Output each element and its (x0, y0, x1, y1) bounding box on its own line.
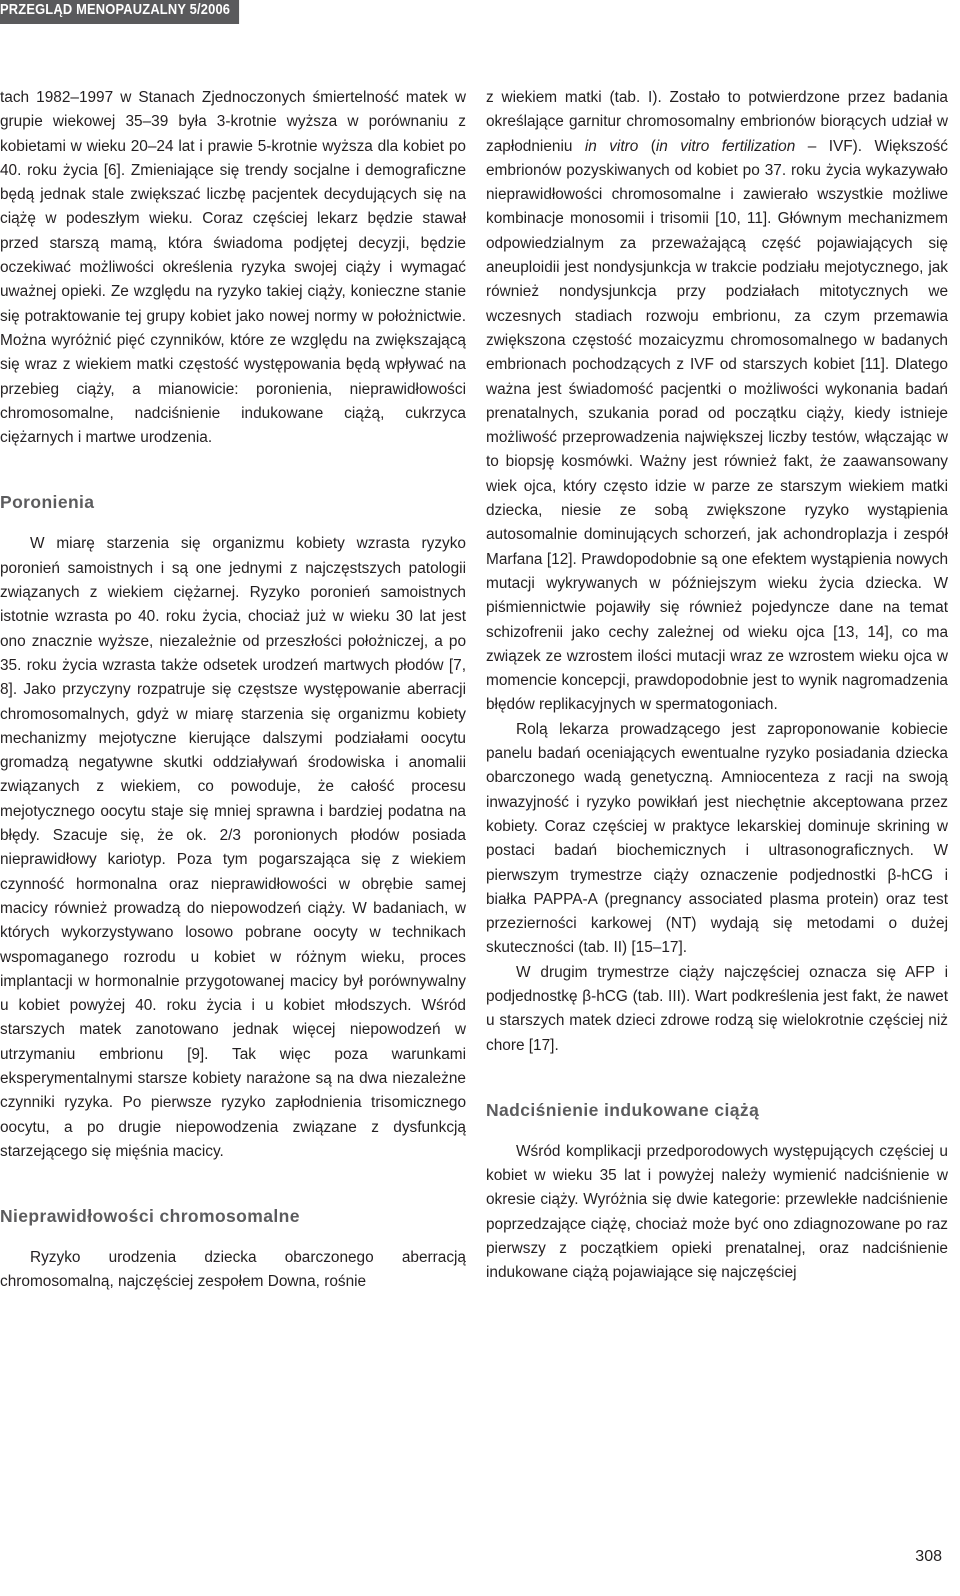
spacer (0, 1164, 466, 1204)
text-run: – IVF). Większość embrionów pozyskiwanych od kobiet po 37. roku życia wykazywało nieprawidłowości chromosomalne i zawierało wszystkie możliwe kombinacje monosomii i trisomii [10, 11]. Głównym mechanizmem odpowiedzialnym za przeważającą część pojawiających się aneuploidii jest nondysjunkcja w trakcie podziału mejotycznego, jak również nondysjunkcja przy podziałach mitotycznych we wczesnych stadiach rozwoju embrionu, za czym przemawia zwiększona częstość mozaicyzmu chromosomalnego w badanych embrionach pochodzących z IVF od starszych kobiet [11]. Dlatego ważna jest świadomość pacjentki o możliwości wykonania badań prenatalnych, szukania porad od początku ciąży, kiedy istnieje możliwość przeprowadzenia największej liczby testów, włączając w to biopsję kosmówki. Ważny jest również fakt, że zaawansowany wiek ojca, który często idzie w parze ze starszym wiekiem matki dziecka, niesie ze sobą zwiększone ryzyko wystąpienia autosomalnie dominujących schorzeń, jak achondroplazja i zespół Marfana [12]. Prawdopodobnie są one efektem wystąpienia nowych mutacji wykrywanych w późniejszym wieku życia dziecka. W piśmiennictwie pojawiły się również pojedyncze dane na temat schizofrenii jako cechy zależnej od wieku ojca [13, 14], co ma związek ze wzrostem ilości mutacji wraz ze wzrostem wieku ojca w momencie koncepcji, prawdopodobnie jest to wynik nagromadzenia błędów replikacyjnych w spermatogoniach. (486, 137, 948, 714)
paragraph-chromosomalne-start: Ryzyko urodzenia dziecka obarczonego aberracją chromosomalną, najczęściej zespołem Downa, rośnie (0, 1249, 466, 1291)
text-run: z wiekiem matki (tab. I). Zostało to potwierdzone przez badania określające garnitur chromosomalny embrionów biorących udział w zapłodnieniu (486, 89, 948, 155)
paragraph-second-trimester: W drugim trymestrze ciąży najczęściej oznacza się AFP i podjednostkę β-hCG (tab. III). Wart podkreślenia jest fakt, że nawet u starszych matek dzieci zdrowe rodzą się wielokrotnie częściej niż chore [17]. (486, 963, 948, 1054)
spacer (486, 1122, 948, 1140)
paragraph-poronienia: W miarę starzenia się organizmu kobiety wzrasta ryzyko poronień samoistnych i są one jednymi z najczęstszych patologii związanych z wiekiem ciężarnej. Ryzyko poronień samoistnych istotnie wzrasta po 40. roku życia, chociaż już w wieku 30 lat jest ono znacznie wyższe, niezależnie od przeszłości położniczej, a po 35. roku życia wzrasta także odsetek urodzeń martwych płodów [7, 8]. Jako przyczyny rozpatruje się częstsze występowanie aberracji chromosomalnych, gdyż w miarę starzenia się organizmu kobiety mechanizmy mejotyczne kierujące dalszymi podziałami oocytu gromadzą negatywne skutki oddziaływań środowiska i anomalii związanych z wiekiem, co powoduje, że całość procesu mejotycznego oocytu staje się mniej sprawna i bardziej podatna na błędy. Szacuje się, że ok. 2/3 poronionych płodów posiada nieprawidłowy kariotyp. Poza tym pogarszająca się z wiekiem czynność hormonalna oraz nieprawidłowości w obrębie samej macicy również prowadzą do niepowodzeń ciąży. W badaniach, w których wykorzystywano losowo pobrane oocyty w technikach wspomaganego rozrodu u kobiet w różnym wieku, proces implantacji w hormonalnie przygotowanej macicy był porównywalny u kobiet powyżej 40. roku życia i u kobiet młodszych. Wśród starszych matek zanotowano jednak więcej niepowodzeń w utrzymaniu embrionu [9]. Tak więc poza warunkami eksperymentalnymi starsze kobiety narażone są na dwa niezależne czynniki ryzyka. Po pierwsze ryzyko zapłodnienia trisomicznego oocytu, a po drugie niepowodzenia związane z dysfunkcją starzejącego się mięśnia macicy. (0, 535, 466, 1160)
paragraph-chromosomalne-cont (486, 86, 948, 718)
page-number: 308 (915, 1548, 942, 1565)
paragraph-nadcisnienie: Wśród komplikacji przedporodowych występujących częściej u kobiet w wieku 35 lat i powyżej należy wymienić nadciśnienie w okresie ciąży. Wyróżnia się dwie kategorie: przewlekłe nadciśnienie poprzedzające ciążę, chociaż może być ono zdiagnozowane po raz pierwszy z początkiem opieki prenatalnej, oraz nadciśnienie indukowane ciążą pojawiające się najczęściej (486, 1142, 948, 1282)
section-heading-nadcisnienie: Nadciśnienie indukowane ciążą (486, 1099, 760, 1120)
left-column (0, 86, 466, 1295)
section-heading-poronienia: Poronienia (0, 492, 95, 513)
running-head: PRZEGLĄD MENOPAUZALNY 5/2006 (0, 0, 239, 24)
text-run: ( (638, 137, 656, 155)
italic-in-vitro: in vitro (584, 137, 639, 155)
right-column (486, 86, 948, 1286)
section-heading-chromosomalne: Nieprawidłowości chromosomalne (0, 1206, 300, 1227)
paragraph-screening: Rolą lekarza prowadzącego jest zaproponowanie kobiecie panelu badań oceniających ewentualne ryzyko posiadania dziecka obarczonego wadą genetyczną. Amniocenteza z racji na swoją inwazyjność i ryzyko powikłań jest niechętnie akceptowana przez kobiety. Coraz częściej w praktyce lekarskiej dominuje skrining w postaci badań biochemicznych i ultrasonograficznych. W pierwszym trymestrze ciąży oznaczenie podjednostki β-hCG i białka PAPPA-A (pregnancy associated plasma protein) oraz test przezierności karkowej (NT) wydają się metodami o dużej skuteczności (tab. II) [15–17]. (486, 720, 948, 957)
spacer (0, 514, 466, 532)
spacer (486, 1058, 948, 1098)
paragraph-mortality: tach 1982–1997 w Stanach Zjednoczonych śmiertelność matek w grupie wiekowej 35–39 była 3-krotnie wyższa w porównaniu z kobietami w wieku 20–24 lat i prawie 5-krotnie wyższa dla kobiet po 40. roku życia [6]. Zmieniające się trendy socjalne i demograficzne będą jednak stale zwiększać liczbę pacjentek decydujących się na ciążę w podeszłym wieku. Coraz częściej lekarz będzie stawał przed starszą mamą, która świadoma podjętej decyzji, będzie oczekiwać możliwości określenia ryzyka swojej ciąży i wymagać uważnej opieki. Ze względu na ryzyko takiej ciąży, konieczne stanie się potraktowanie tej grupy kobiet jako nowej normy w położnictwie. Można wyróżnić pięć czynników, które ze względu na zwiększającą się wraz z wiekiem matki częstość występowania będą wpływać na przebieg ciąży, a mianowicie: poronienia, nieprawidłowości chromosomalne, nadciśnienie indukowane ciążą, cukrzyca ciężarnych i martwe urodzenia. (0, 89, 466, 447)
spacer (0, 1228, 466, 1246)
italic-ivf: in vitro fertilization (655, 137, 796, 155)
spacer (0, 450, 466, 490)
